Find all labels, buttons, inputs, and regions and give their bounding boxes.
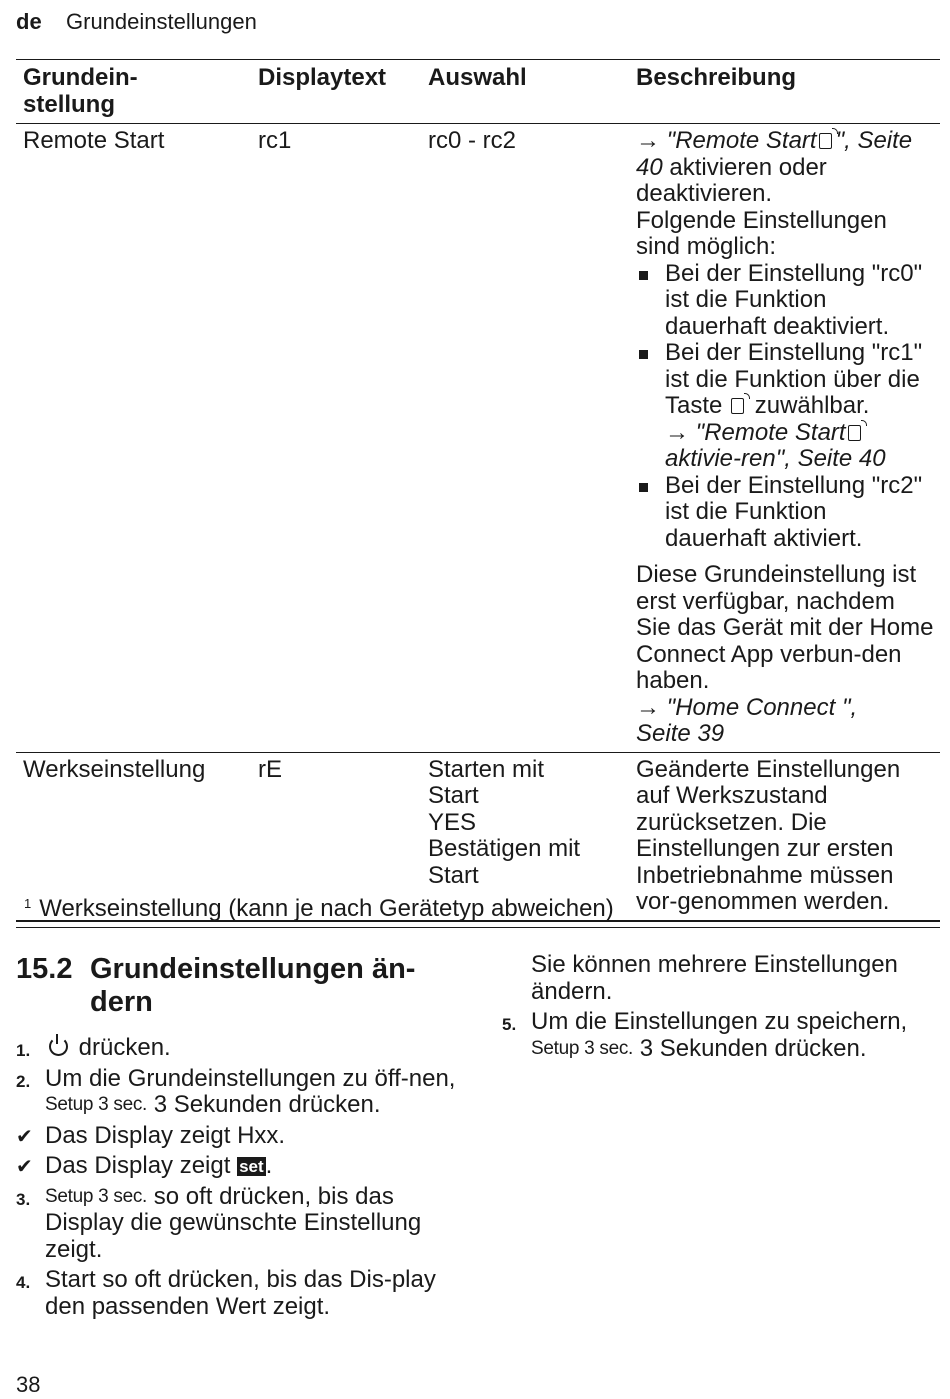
cell-display: rc1 xyxy=(251,124,421,753)
setup-key-label: Setup 3 sec. xyxy=(531,1037,634,1059)
instruction-steps xyxy=(16,1035,461,1324)
step-3: 3. Setup 3 sec. so oft drücken, bis das Display die gewünschte Einstellung zeigt. xyxy=(16,1182,422,1263)
running-title: Grundeinstellungen xyxy=(66,9,257,34)
cell-selection: Starten mit Start YES Bestätigen mit Start xyxy=(421,752,629,921)
setup-key-label: Setup 3 sec. xyxy=(45,1094,148,1115)
instruction-steps-continued xyxy=(502,952,942,1066)
step-1: 1. drücken. xyxy=(16,1034,171,1061)
remote-start-icon xyxy=(819,133,832,149)
result-1: ✔ Das Display zeigt Hxx. xyxy=(16,1121,286,1149)
step-5: 5. Um die Einstellungen zu speichern, Setup 3 sec. 3 Sekunden drücken. xyxy=(502,1008,908,1062)
remote-start-icon xyxy=(731,398,744,414)
check-icon: ✔ xyxy=(16,1125,33,1148)
cell-setting: Remote Start xyxy=(16,124,251,753)
settings-table xyxy=(16,59,940,922)
section-title: Grundeinstellungen än-dern xyxy=(90,953,416,1018)
cell-display: rE xyxy=(251,752,421,921)
start-key-label: Start xyxy=(428,861,479,889)
options-intro: Folgende Einstellungen sind möglich: xyxy=(636,206,887,260)
setup-key-label: Setup 3 sec. xyxy=(45,1185,148,1207)
cell-description xyxy=(629,124,940,753)
step-2: 2. Um die Grundeinstellungen zu öff-nen, Setup 3 sec. 3 Sekunden drücken. xyxy=(16,1064,456,1118)
section-number: 15.2 xyxy=(16,953,73,985)
header-setting: Grundein- stellung xyxy=(16,60,251,124)
cell-description: Geänderte Einstellungen auf Werkszustand zurücksetzen. Die Einstellungen zur ersten Inbetriebnahme müssen vor-genommen werden. xyxy=(629,752,940,921)
list-item: Bei der Einstellung "rc0" ist die Funktion dauerhaft deaktiviert. xyxy=(636,261,934,341)
section-heading xyxy=(16,953,456,1019)
reference-remote-start-activate[interactable]: → "Remote Startaktivie-ren", Seite 40 xyxy=(665,418,886,472)
cell-setting: Werkseinstellung xyxy=(16,752,251,921)
step-4: 4. Start so oft drücken, bis das Dis-play den passenden Wert zeigt. xyxy=(16,1266,436,1320)
language-code: de xyxy=(16,9,42,34)
table-row xyxy=(16,124,940,753)
options-list xyxy=(636,261,934,553)
reference-remote-start[interactable]: → "Remote Start ", Seite 40 aktivieren oder deaktivieren. xyxy=(636,127,913,207)
reference-home-connect[interactable]: → "Home Connect ", Seite 39 xyxy=(636,693,858,747)
header-description: Beschreibung xyxy=(629,60,940,124)
table-footnote: $^1$ Werkseinstellung (kann je nach Gerätetyp abweichen) xyxy=(16,895,940,928)
start-key-label: Start xyxy=(45,1266,96,1293)
step-continuation: Sie können mehrere Einstellungen ändern. xyxy=(531,951,898,1005)
page-number: 38 xyxy=(16,1372,41,1397)
check-icon: ✔ xyxy=(16,1156,33,1178)
list-item: Bei der Einstellung "rc2" ist die Funktion dauerhaft aktiviert. xyxy=(636,473,934,553)
cell-selection: rc0 - rc2 xyxy=(421,124,629,753)
header-selection: Auswahl xyxy=(421,60,629,124)
start-key-label: Start xyxy=(428,782,479,809)
list-item: Bei der Einstellung "rc1" ist die Funktion über die Taste zuwählbar. → "Remote Startaktivie-ren", Seite 40 xyxy=(636,340,934,473)
table-header-row xyxy=(16,60,940,124)
set-display-badge: set xyxy=(239,1157,264,1176)
remote-start-icon xyxy=(848,425,861,441)
power-icon xyxy=(49,1037,68,1056)
availability-note: Diese Grundeinstellung ist erst verfügbar, nachdem Sie das Gerät mit der Home Connect App verbun-den haben. xyxy=(636,561,934,694)
result-2: ✔ Das Display zeigt set. xyxy=(16,1152,273,1179)
header-display: Displaytext xyxy=(251,60,421,124)
